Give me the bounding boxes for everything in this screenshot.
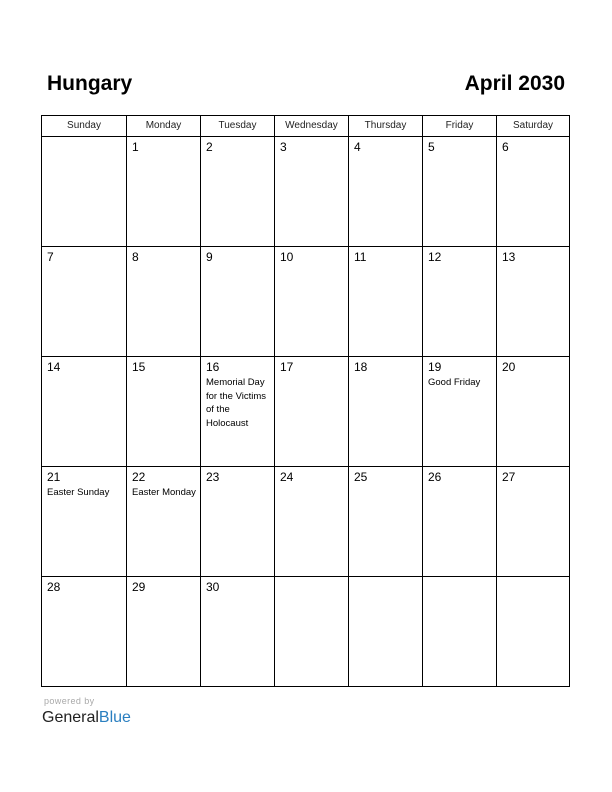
- day-number: 10: [280, 250, 294, 264]
- day-number: 7: [47, 250, 54, 264]
- day-cell: [349, 357, 423, 467]
- weekday-header-thursday: Thursday: [349, 116, 423, 137]
- day-number: 21: [47, 470, 61, 484]
- powered-by-text: powered by: [44, 696, 95, 706]
- day-number: 12: [428, 250, 442, 264]
- holiday-label: Easter Sunday: [47, 487, 110, 498]
- day-cell: [201, 467, 275, 577]
- day-number: 25: [354, 470, 368, 484]
- day-number: 1: [132, 140, 139, 154]
- day-cell: [423, 137, 497, 247]
- month-year-title: April 2030: [464, 72, 565, 95]
- weekday-header-saturday: Saturday: [497, 116, 570, 137]
- day-number: 20: [502, 360, 516, 374]
- day-cell: [423, 577, 497, 687]
- footer: [42, 696, 131, 728]
- day-number: 11: [354, 250, 367, 264]
- holiday-label: Memorial Day for the Victims of the Holocaust: [206, 377, 267, 429]
- day-number: 4: [354, 140, 361, 154]
- day-number: 2: [206, 140, 213, 154]
- weekday-header-row: [42, 116, 570, 137]
- day-cell: [275, 467, 349, 577]
- day-cell: [349, 247, 423, 357]
- day-number: 13: [502, 250, 516, 264]
- day-cell: [497, 137, 570, 247]
- day-cell: [349, 577, 423, 687]
- day-cell: [275, 577, 349, 687]
- day-cell: [423, 467, 497, 577]
- day-cell: [201, 137, 275, 247]
- day-number: 29: [132, 580, 146, 594]
- day-cell: [127, 467, 201, 577]
- country-title: Hungary: [47, 72, 133, 95]
- day-cell: [127, 137, 201, 247]
- calendar-grid: [41, 115, 570, 687]
- day-number: 26: [428, 470, 442, 484]
- day-cell: [42, 467, 127, 577]
- day-cell: [127, 357, 201, 467]
- day-cell: [201, 577, 275, 687]
- weekday-header-monday: Monday: [127, 116, 201, 137]
- day-cell: [42, 247, 127, 357]
- day-number: 15: [132, 360, 146, 374]
- day-cell: [42, 357, 127, 467]
- logo-text-general: General: [42, 709, 99, 726]
- day-cell: [497, 467, 570, 577]
- weekday-header-friday: Friday: [423, 116, 497, 137]
- day-number: 28: [47, 580, 61, 594]
- day-number: 23: [206, 470, 220, 484]
- day-number: 19: [428, 360, 442, 374]
- day-cell: [349, 137, 423, 247]
- day-cell: [423, 247, 497, 357]
- day-cell: [42, 137, 127, 247]
- day-number: 9: [206, 250, 213, 264]
- day-cell: [275, 357, 349, 467]
- day-number: 5: [428, 140, 435, 154]
- day-cell: [497, 357, 570, 467]
- day-number: 14: [47, 360, 61, 374]
- holiday-label: Easter Monday: [132, 487, 196, 498]
- day-number: 30: [206, 580, 220, 594]
- weekday-header-sunday: Sunday: [42, 116, 127, 137]
- generalblue-logo[interactable]: [42, 708, 131, 728]
- day-cell: [201, 357, 275, 467]
- day-cell: [349, 467, 423, 577]
- day-cell: [127, 247, 201, 357]
- day-cell: [201, 247, 275, 357]
- day-cell: [497, 247, 570, 357]
- holiday-label: Good Friday: [428, 377, 481, 388]
- weekday-header-tuesday: Tuesday: [201, 116, 275, 137]
- day-number: 17: [280, 360, 294, 374]
- day-number: 16: [206, 360, 220, 374]
- day-number: 27: [502, 470, 516, 484]
- day-number: 8: [132, 250, 139, 264]
- day-cell: [275, 137, 349, 247]
- day-number: 22: [132, 470, 146, 484]
- day-number: 18: [354, 360, 368, 374]
- day-cell: [42, 577, 127, 687]
- day-number: 6: [502, 140, 509, 154]
- day-number: 3: [280, 140, 287, 154]
- day-cell: [497, 577, 570, 687]
- day-number: 24: [280, 470, 294, 484]
- day-cell: [275, 247, 349, 357]
- day-cell: [127, 577, 201, 687]
- weekday-header-wednesday: Wednesday: [275, 116, 349, 137]
- day-cell: [423, 357, 497, 467]
- logo-text-blue: Blue: [98, 709, 131, 726]
